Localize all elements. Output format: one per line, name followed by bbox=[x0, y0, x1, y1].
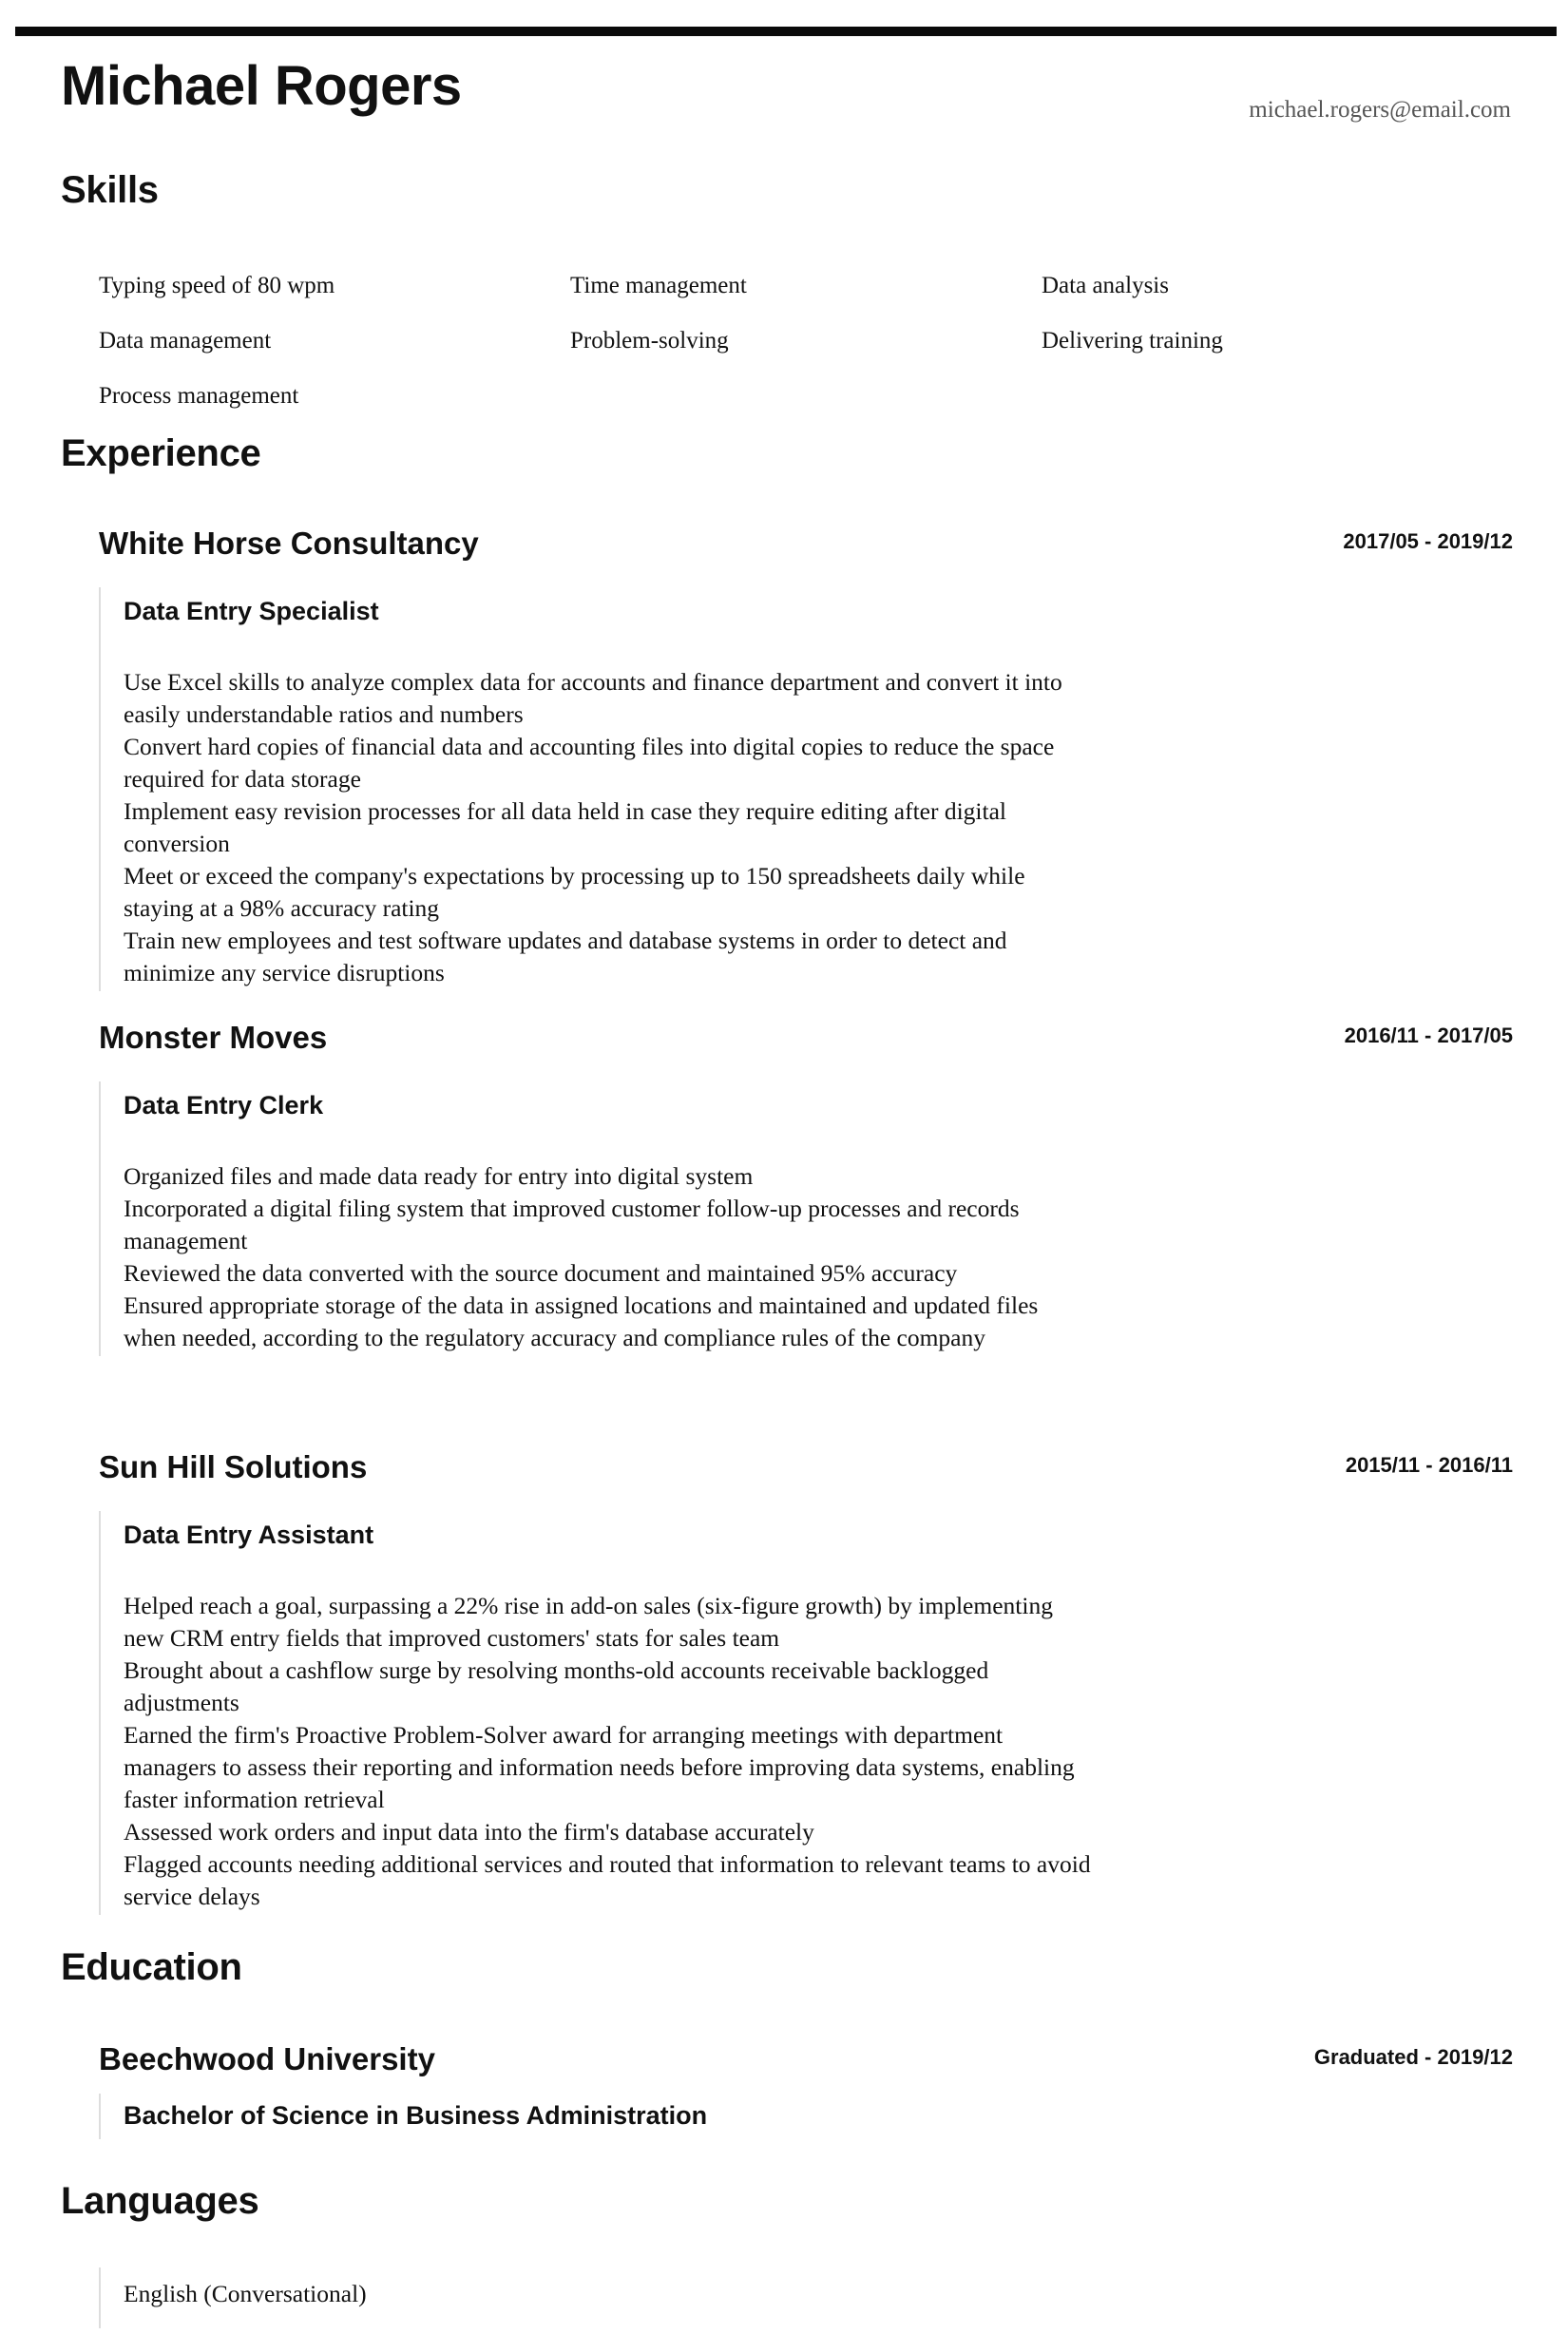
company-name: White Horse Consultancy bbox=[99, 526, 479, 561]
graduation-date: Graduated - 2019/12 bbox=[1313, 2045, 1513, 2069]
responsibility-item: Implement easy revision processes for all data held in case they require editing after digital conversion bbox=[124, 797, 1006, 857]
section-title-experience: Experience bbox=[61, 432, 261, 474]
responsibility-item: Use Excel skills to analyze complex data for accounts and finance department and convert it into easily understandable ratios and numbers bbox=[124, 668, 1062, 728]
responsibility-item: Brought about a cashflow surge by resolving months-old accounts receivable backlogged adjustments bbox=[124, 1656, 989, 1716]
skill-item: Data management bbox=[99, 328, 272, 354]
education-entry-header bbox=[99, 2043, 1513, 2075]
language-item: English (Conversational) bbox=[124, 2280, 367, 2307]
section-title-education: Education bbox=[61, 1946, 242, 1988]
experience-entry bbox=[99, 1451, 1513, 1915]
section-title-skills: Skills bbox=[61, 169, 159, 211]
company-name: Sun Hill Solutions bbox=[99, 1449, 368, 1484]
responsibility-item: Flagged accounts needing additional services and routed that information to relevant teams to avoid service delays bbox=[124, 1850, 1091, 1910]
responsibility-item: Earned the firm's Proactive Problem-Solver award for arranging meetings with department managers to assess their reporting and information needs before improving data systems, enabling faster information retrieval bbox=[124, 1721, 1075, 1813]
experience-entry-header bbox=[99, 527, 1513, 559]
header-accent-bar bbox=[15, 27, 1557, 36]
skill-item: Time management bbox=[570, 273, 747, 298]
responsibility-item: Ensured appropriate storage of the data in assigned locations and maintained and updated files when needed, according to the regulatory accuracy and compliance rules of the company bbox=[124, 1291, 1039, 1351]
job-title: Data Entry Specialist bbox=[124, 597, 379, 625]
skill-item: Process management bbox=[99, 383, 299, 409]
experience-entry bbox=[99, 1022, 1513, 1356]
section-title-languages: Languages bbox=[61, 2180, 259, 2222]
skill-item: Typing speed of 80 wpm bbox=[99, 273, 335, 298]
candidate-name: Michael Rogers bbox=[61, 55, 462, 117]
employment-dates: 2015/11 - 2016/11 bbox=[1345, 1453, 1513, 1477]
responsibility-item: Train new employees and test software updates and database systems in order to detect and minimize any service disruptions bbox=[124, 927, 1007, 986]
skill-item: Problem-solving bbox=[570, 328, 729, 354]
school-name: Beechwood University bbox=[99, 2041, 435, 2076]
skill-item: Delivering training bbox=[1042, 328, 1223, 354]
education-entry bbox=[99, 2043, 1513, 2139]
responsibility-item: Incorporated a digital filing system that improved customer follow-up processes and records management bbox=[124, 1195, 1020, 1254]
responsibility-item: Convert hard copies of financial data and accounting files into digital copies to reduce the space required for data storage bbox=[124, 733, 1055, 793]
responsibilities-list bbox=[124, 666, 1093, 991]
responsibilities-list bbox=[124, 1590, 1093, 1915]
role-block bbox=[99, 1081, 1513, 1356]
contact-email[interactable]: michael.rogers@email.com bbox=[1249, 97, 1511, 123]
job-title: Data Entry Clerk bbox=[124, 1091, 324, 1119]
experience-entry-header bbox=[99, 1022, 1513, 1053]
degree-block bbox=[99, 2094, 1513, 2139]
responsibility-item: Assessed work orders and input data into the firm's database accurately bbox=[124, 1818, 814, 1846]
job-title: Data Entry Assistant bbox=[124, 1521, 374, 1549]
skill-item: Data analysis bbox=[1042, 273, 1169, 298]
experience-entry-header bbox=[99, 1451, 1513, 1483]
responsibility-item: Meet or exceed the company's expectations by processing up to 150 spreadsheets daily while staying at a 98% accuracy rating bbox=[124, 862, 1025, 922]
experience-entry bbox=[99, 527, 1513, 991]
employment-dates: 2017/05 - 2019/12 bbox=[1343, 529, 1513, 553]
responsibility-item: Organized files and made data ready for entry into digital system bbox=[124, 1162, 754, 1190]
responsibilities-list bbox=[124, 1160, 1093, 1356]
responsibility-item: Reviewed the data converted with the source document and maintained 95% accuracy bbox=[124, 1259, 958, 1287]
skills-list bbox=[99, 258, 1524, 424]
employment-dates: 2016/11 - 2017/05 bbox=[1344, 1024, 1513, 1047]
responsibility-item: Helped reach a goal, surpassing a 22% rise in add-on sales (six-figure growth) by implementing new CRM entry fields that improved customers' stats for sales team bbox=[124, 1592, 1053, 1652]
role-block bbox=[99, 1511, 1513, 1915]
degree-title: Bachelor of Science in Business Administration bbox=[124, 2101, 708, 2130]
languages-list bbox=[99, 2267, 367, 2328]
company-name: Monster Moves bbox=[99, 1020, 328, 1055]
role-block bbox=[99, 587, 1513, 991]
